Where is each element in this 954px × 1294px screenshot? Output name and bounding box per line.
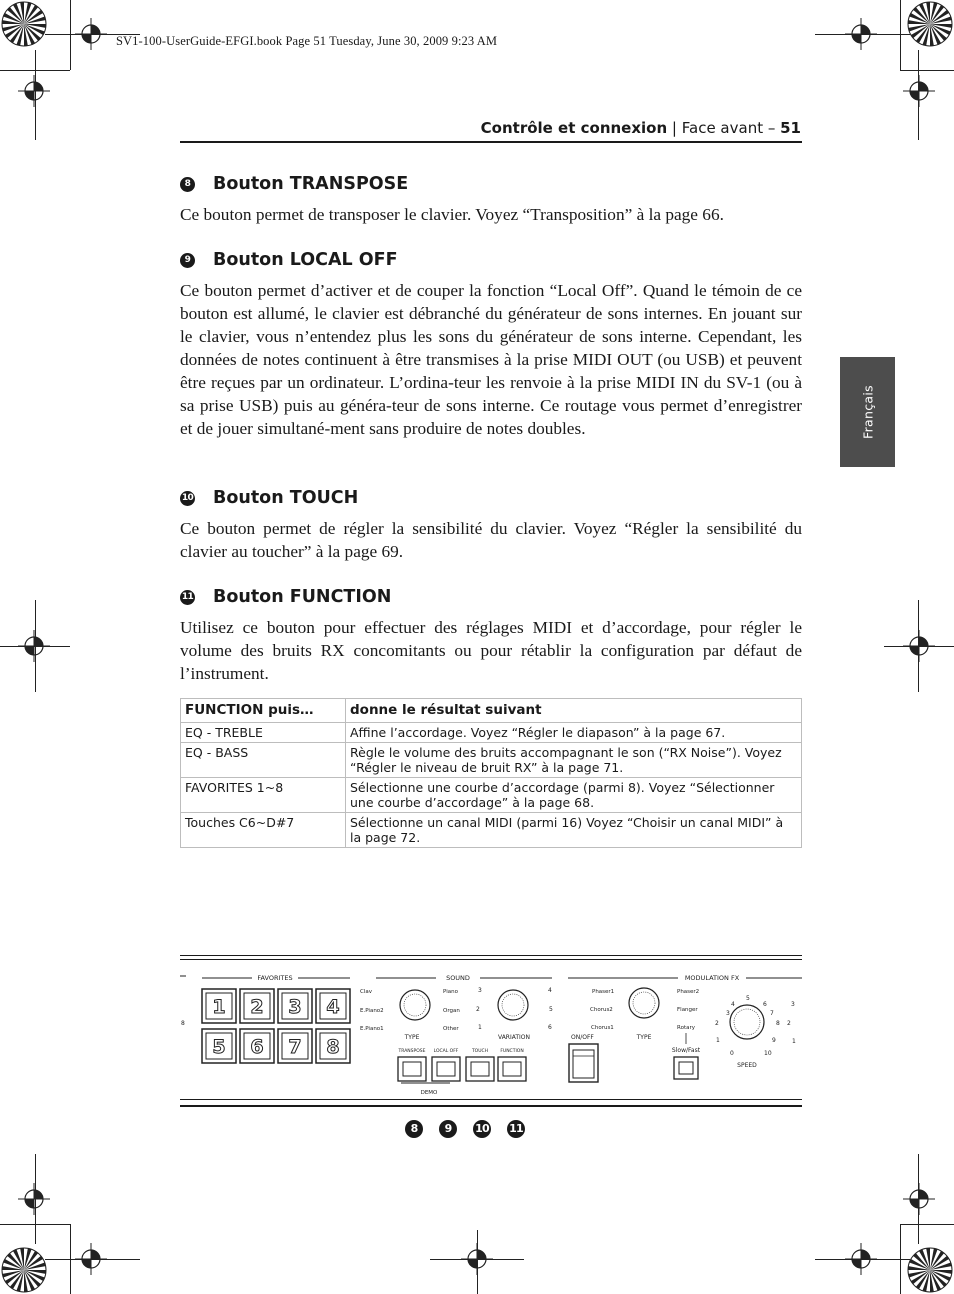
callout-number: 8	[405, 1120, 423, 1138]
table-cell: EQ - TREBLE	[181, 723, 346, 743]
sound-option: E.Piano2	[360, 1008, 384, 1014]
variation-number: 3	[478, 987, 482, 994]
crop-guide	[815, 1259, 910, 1260]
demo-label: DEMO	[420, 1090, 438, 1096]
registration-star-icon	[0, 1246, 48, 1294]
table-cell: Touches C6~D#7	[181, 813, 346, 848]
registration-target-icon	[903, 1183, 935, 1215]
table-row	[181, 813, 802, 848]
edge-number: 3	[791, 1001, 795, 1008]
crop-guide	[477, 1230, 478, 1294]
callout-number: 9	[180, 253, 195, 268]
variation-number: 1	[478, 1024, 482, 1031]
speed-number: 5	[746, 995, 750, 1002]
sound-option: Clav	[360, 989, 372, 995]
speed-number: 6	[763, 1001, 767, 1008]
callout-row	[405, 1120, 525, 1138]
mod-option: Chorus1	[591, 1025, 614, 1031]
section-heading	[180, 587, 391, 607]
edge-number: 2	[787, 1020, 791, 1027]
heading-title: Bouton TOUCH	[213, 488, 359, 508]
panel-rule	[180, 1099, 802, 1100]
table-cell: EQ - BASS	[181, 743, 346, 778]
favorite-number: 8	[326, 1036, 340, 1058]
favorite-number: 3	[288, 996, 302, 1018]
speed-knob	[730, 1005, 764, 1039]
table-header-row	[181, 699, 802, 723]
favorites-label: FAVORITES	[257, 974, 293, 982]
speed-number: 3	[726, 1010, 730, 1017]
speed-label: SPEED	[737, 1062, 757, 1069]
crop-guide	[45, 1259, 140, 1260]
modulation-type-knob	[629, 988, 659, 1018]
table-header-cell: FUNCTION puis…	[181, 699, 346, 723]
sound-label: SOUND	[446, 974, 470, 982]
favorite-number: 4	[326, 996, 340, 1018]
book-info-line: SV1-100-UserGuide-EFGI.book Page 51 Tuesday, June 30, 2009 9:23 AM	[116, 34, 498, 48]
table-cell: Sélectionne un canal MIDI (parmi 16) Voyez “Choisir un canal MIDI” à la page 72.	[346, 813, 802, 848]
table-row	[181, 743, 802, 778]
table-header-cell: donne le résultat suivant	[346, 699, 802, 723]
mod-option: Phaser2	[677, 989, 700, 995]
heading-title: Bouton TRANSPOSE	[213, 174, 409, 194]
table-cell: Règle le volume des bruits accompagnant le son (“RX Noise”). Voyez “Régler le niveau de bruit RX” à la page 71.	[346, 743, 802, 778]
speed-number: 8	[776, 1020, 780, 1027]
sound-option: Other	[443, 1026, 459, 1032]
panel-rule	[180, 959, 802, 960]
sound-option: Organ	[443, 1008, 460, 1014]
section-heading	[180, 488, 358, 508]
mod-option: Rotary	[677, 1025, 695, 1031]
section-paragraph: Ce bouton permet d’activer et de couper la fonction “Local Off”. Quand le témoin de ce bouton est allumé, le clavier est débranché du générateur de sons internes. En jouant sur le clavier, vous n’entendez plus les sons du générateur de sons interne. Cependant, les données de notes continuent à être transmises à la prise MIDI OUT (ou USB) et peuvent être reçues par un ordinateur. L’ordina-teur les renvoie à la prise MIDI IN du SV-1 (ou à sa prise USB) puis au généra-teur de sons interne. Ce routage vous permet d’enregistrer et de jouer simultané-ment sans produire de notes doubles.	[180, 281, 802, 438]
slow-fast-label: Slow/Fast	[671, 1047, 701, 1054]
section-paragraph: Ce bouton permet de régler la sensibilité du clavier. Voyez “Régler la sensibilité du clavier au toucher” à la page 69.	[180, 519, 802, 561]
table-cell: Sélectionne une courbe d’accordage (parmi 8). Voyez “Sélectionner une courbe d’accordage” à la page 68.	[346, 778, 802, 813]
crop-guide	[815, 34, 910, 35]
variation-number: 6	[548, 1024, 552, 1031]
speed-number: 7	[770, 1010, 774, 1017]
section-paragraph: Ce bouton permet de transposer le clavier. Voyez “Transposition” à la page 66.	[180, 205, 724, 224]
registration-target-icon	[18, 1183, 50, 1215]
on-off-label: ON/OFF	[571, 1034, 594, 1041]
registration-star-icon	[0, 0, 48, 48]
table-cell: Affine l’accordage. Voyez “Régler le diapason” à la page 67.	[346, 723, 802, 743]
callout-number: 10	[473, 1120, 491, 1138]
mod-option: Chorus2	[590, 1007, 613, 1013]
running-head	[481, 119, 801, 137]
callout-number: 10	[180, 491, 195, 506]
function-button-label: TOUCH	[471, 1049, 489, 1054]
favorite-number: 7	[288, 1036, 302, 1058]
section-paragraph: Utilisez ce bouton pour effectuer des réglages MIDI et d’accordage, pour régler le volume des bruits RX concomitants ou pour rétablir la configuration par défaut de l’instrument.	[180, 618, 802, 683]
function-button-label: LOCAL OFF	[433, 1049, 459, 1054]
section-heading	[180, 250, 398, 270]
front-panel-illustration	[180, 962, 802, 1097]
function-table	[180, 698, 802, 848]
favorite-number: 6	[250, 1036, 264, 1058]
crop-guide	[884, 646, 954, 647]
favorite-number: 2	[250, 996, 264, 1018]
panel-rule	[180, 1105, 802, 1107]
modulation-fx-label: MODULATION FX	[684, 974, 740, 982]
speed-number: 9	[772, 1037, 776, 1044]
speed-number: 0	[730, 1050, 734, 1057]
speed-number: 1	[716, 1037, 720, 1044]
variation-number: 4	[548, 987, 552, 994]
crop-guide	[35, 50, 36, 140]
edge-number: 1	[792, 1038, 796, 1045]
sound-type-knob	[400, 990, 430, 1020]
panel-rule	[180, 955, 802, 956]
registration-target-icon	[903, 75, 935, 107]
sound-option: E.Piano1	[360, 1026, 384, 1032]
callout-number: 11	[180, 590, 195, 605]
type-label: TYPE	[404, 1034, 420, 1041]
variation-knob	[498, 990, 528, 1020]
table-row	[181, 778, 802, 813]
separator: |	[667, 119, 682, 137]
mod-option: Phaser1	[592, 989, 615, 995]
heading-title: Bouton LOCAL OFF	[213, 250, 398, 270]
heading-title: Bouton FUNCTION	[213, 587, 392, 607]
crop-guide	[918, 50, 919, 140]
registration-star-icon	[906, 0, 954, 48]
variation-number: 2	[476, 1006, 480, 1013]
table-cell: FAVORITES 1~8	[181, 778, 346, 813]
speed-number: 2	[715, 1020, 719, 1027]
registration-star-icon	[906, 1246, 954, 1294]
section-title: Contrôle et connexion	[480, 119, 668, 137]
sound-option: Piano	[443, 989, 458, 995]
mod-type-label: TYPE	[636, 1034, 652, 1041]
section-heading	[180, 174, 408, 194]
callout-number: 8	[180, 177, 195, 192]
language-tab: Français	[840, 357, 895, 467]
crop-guide	[35, 1154, 36, 1244]
function-button-label: TRANSPOSE	[398, 1049, 426, 1054]
function-button-label: FUNCTION	[500, 1049, 524, 1054]
mod-option: Flanger	[677, 1007, 698, 1013]
crop-guide	[0, 646, 70, 647]
callout-number: 9	[439, 1120, 457, 1138]
callout-number: 11	[507, 1120, 525, 1138]
speed-number: 4	[731, 1001, 735, 1008]
variation-number: 5	[549, 1006, 553, 1013]
header-rule	[180, 141, 802, 143]
crop-guide	[918, 1154, 919, 1244]
registration-target-icon	[18, 75, 50, 107]
subsection-title: Face avant –	[681, 119, 781, 137]
page-number: 51	[780, 119, 801, 137]
table-row	[181, 723, 802, 743]
variation-label: VARIATION	[497, 1034, 531, 1041]
panel-edge-label: 8	[181, 1020, 185, 1027]
speed-number: 10	[764, 1050, 772, 1057]
favorite-buttons	[202, 989, 350, 1063]
favorite-number: 1	[212, 996, 226, 1018]
favorite-number: 5	[212, 1036, 226, 1058]
